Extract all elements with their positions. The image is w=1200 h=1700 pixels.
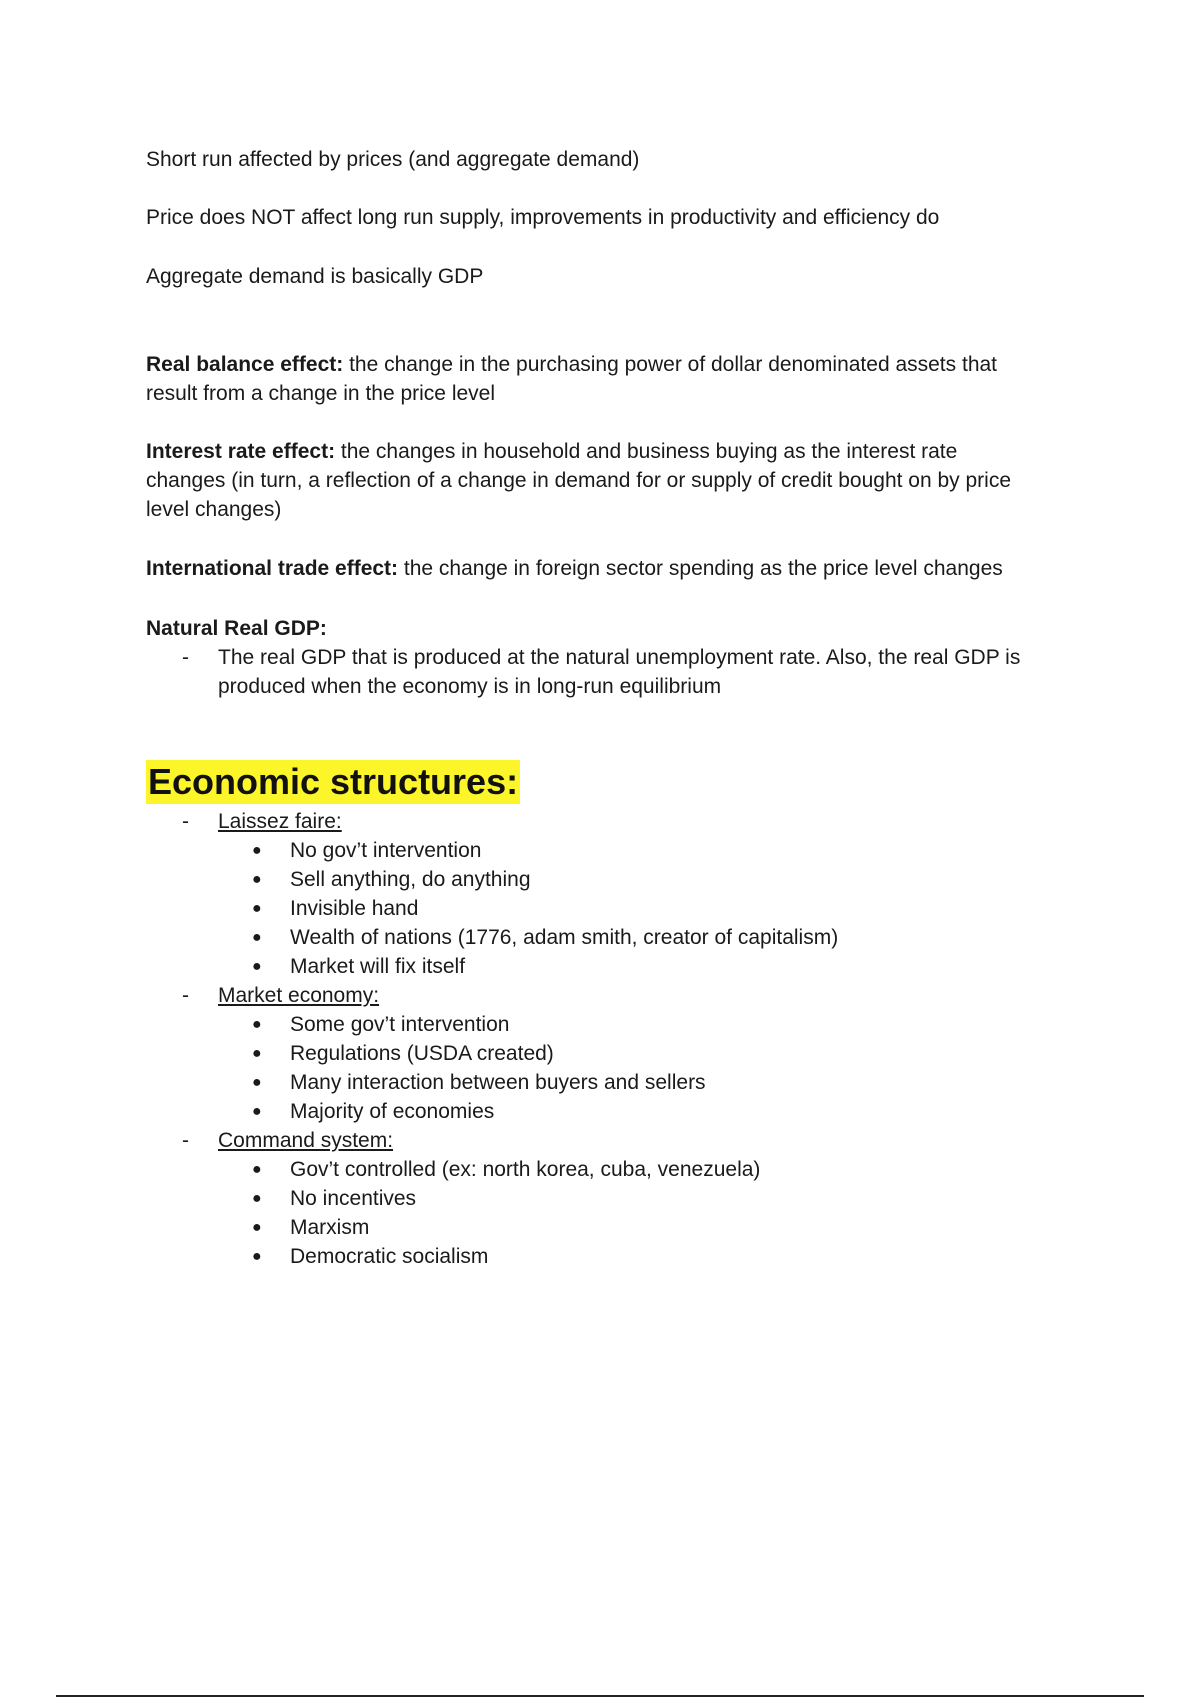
definition-real-balance	[146, 350, 997, 379]
list-item: Democratic socialism	[290, 1245, 489, 1268]
definition-interest-rate	[146, 437, 957, 466]
dash-marker: -	[182, 984, 189, 1007]
list-item: Many interaction between buyers and sellers	[290, 1071, 706, 1094]
bullet-marker: ●	[252, 1045, 262, 1062]
intro-line-long-run: Price does NOT affect long run supply, improvements in productivity and efficiency do	[146, 206, 940, 229]
bullet-marker: ●	[252, 1161, 262, 1178]
list-item: Marxism	[290, 1216, 370, 1239]
list-item: No gov’t intervention	[290, 839, 482, 862]
economic-structures-heading: Economic structures:	[148, 761, 519, 802]
bullet-marker: ●	[252, 1248, 262, 1265]
bullet-marker: ●	[252, 1074, 262, 1091]
list-item: Sell anything, do anything	[290, 868, 531, 891]
definition-interest-rate-cont-1: changes (in turn, a reflection of a change in demand for or supply of credit bought on by price	[146, 469, 1012, 492]
bullet-marker: ●	[252, 842, 262, 859]
natural-real-gdp-text: The real GDP that is produced at the natural unemployment rate. Also, the real GDP is	[218, 646, 1021, 669]
definition-real-balance-cont: result from a change in the price level	[146, 382, 496, 405]
command-system-label: Command system:	[218, 1129, 394, 1152]
definition-term: Real balance effect:	[146, 353, 344, 376]
list-item: Gov’t controlled (ex: north korea, cuba, venezuela)	[290, 1158, 761, 1181]
intro-line-short-run: Short run affected by prices (and aggregate demand)	[146, 148, 640, 171]
bullet-marker: ●	[252, 1103, 262, 1120]
list-item: Market will fix itself	[290, 955, 466, 978]
definition-interest-rate-cont-2: level changes)	[146, 498, 282, 521]
page-bottom-divider	[56, 1695, 1144, 1697]
bullet-marker: ●	[252, 929, 262, 946]
definition-text: the change in foreign sector spending as the price level changes	[398, 557, 1003, 580]
definition-term: Interest rate effect:	[146, 440, 336, 463]
list-item: No incentives	[290, 1187, 417, 1210]
definition-text: the changes in household and business buying as the interest rate	[335, 440, 958, 463]
definition-international-trade	[146, 554, 1003, 583]
bullet-marker: ●	[252, 871, 262, 888]
bullet-marker: ●	[252, 1190, 262, 1207]
definition-text: the change in the purchasing power of dollar denominated assets that	[343, 353, 998, 376]
section-heading	[146, 760, 520, 804]
list-item: Invisible hand	[290, 897, 419, 920]
definition-natural-real-gdp: Natural Real GDP:	[146, 617, 327, 640]
bullet-marker: ●	[252, 900, 262, 917]
natural-real-gdp-text-cont: produced when the economy is in long-run equilibrium	[218, 675, 722, 698]
market-economy-label: Market economy:	[218, 984, 380, 1007]
list-item: Some gov’t intervention	[290, 1013, 510, 1036]
list-item: Majority of economies	[290, 1100, 495, 1123]
dash-marker: -	[182, 810, 189, 833]
list-item: Wealth of nations (1776, adam smith, creator of capitalism)	[290, 926, 839, 949]
dash-marker: -	[182, 1129, 189, 1152]
definition-term: International trade effect:	[146, 557, 399, 580]
dash-marker: -	[182, 646, 189, 669]
list-item: Regulations (USDA created)	[290, 1042, 554, 1065]
laissez-faire-label: Laissez faire:	[218, 810, 342, 833]
intro-line-aggregate-demand: Aggregate demand is basically GDP	[146, 265, 484, 288]
bullet-marker: ●	[252, 1016, 262, 1033]
bullet-marker: ●	[252, 1219, 262, 1236]
bullet-marker: ●	[252, 958, 262, 975]
